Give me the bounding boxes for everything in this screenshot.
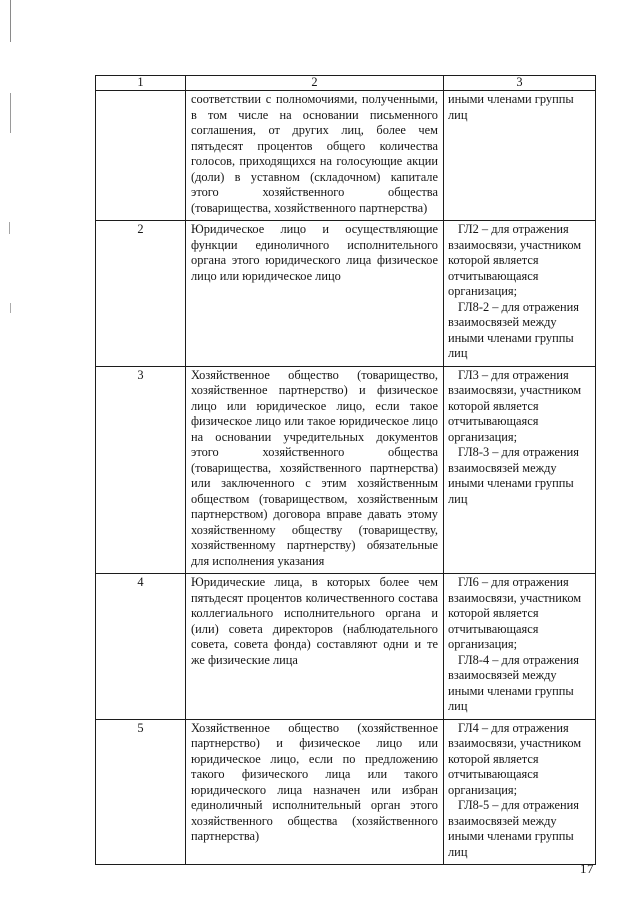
row-number-cell: 5 xyxy=(96,719,186,865)
table-row xyxy=(96,91,596,221)
row-number-cell xyxy=(96,91,186,221)
code-paragraph: ГЛ2 – для отражения взаимосвязи, участником которой является отчитывающаяся организация; xyxy=(448,222,582,298)
row-codes-cell xyxy=(444,91,596,221)
code-paragraph: ГЛ8-2 – для отражения взаимосвязей между иными членами группы лиц xyxy=(448,299,579,360)
scan-artifact xyxy=(10,0,11,42)
row-codes-cell xyxy=(444,366,596,574)
row-description-cell xyxy=(186,719,444,865)
row-codes-cell xyxy=(444,221,596,367)
row-description-cell xyxy=(186,221,444,367)
table-row xyxy=(96,366,596,574)
table-body xyxy=(96,91,596,865)
row-number-cell: 4 xyxy=(96,574,186,720)
table-header-row xyxy=(96,76,596,91)
row-description-cell xyxy=(186,574,444,720)
table-row xyxy=(96,221,596,367)
scan-artifact xyxy=(9,222,10,234)
row-number-cell: 2 xyxy=(96,221,186,367)
row-number-cell: 3 xyxy=(96,366,186,574)
scan-artifact xyxy=(10,93,11,133)
row-description-cell xyxy=(186,91,444,221)
table-header-col-1: 1 xyxy=(96,76,186,91)
code-paragraph: иными членами группы лиц xyxy=(448,92,574,122)
code-paragraph: ГЛ6 – для отражения взаимосвязи, участником которой является отчитывающаяся организация; xyxy=(448,575,582,651)
table-row xyxy=(96,719,596,865)
row-codes-cell xyxy=(444,574,596,720)
row-description-text: Юридические лица, в которых более чем пятьдесят процентов количественного состава коллегиального исполнительного органа и (или) совета директоров (наблюдательного совета, совета фонда) составляют одни и те же физические лица xyxy=(191,575,438,667)
code-paragraph: ГЛ8-3 – для отражения взаимосвязей между иными членами группы лиц xyxy=(448,445,579,506)
code-paragraph: ГЛ8-5 – для отражения взаимосвязей между иными членами группы лиц xyxy=(448,798,579,859)
row-codes-cell xyxy=(444,719,596,865)
page-number: 17 xyxy=(580,861,594,876)
code-paragraph: ГЛ8-4 – для отражения взаимосвязей между иными членами группы лиц xyxy=(448,652,579,713)
table-row xyxy=(96,574,596,720)
row-description-text: Юридическое лицо и осуществляющие функции единоличного исполнительного органа этого юридического лица физическое лицо или юридическое лицо xyxy=(191,222,438,283)
code-paragraph: ГЛ3 – для отражения взаимосвязи, участником которой является отчитывающаяся организация; xyxy=(448,367,582,444)
table-header-col-3: 3 xyxy=(444,76,596,91)
row-description-text: соответствии с полномочиями, полученными, в том числе на основании письменного соглашения, от других лиц, более чем пятьдесят процентов общего количества голосов, приходящихся на голосующие акции (доли) в уставном (складочном) капитале этого хозяйственного общества (товарищества, хозяйственного партнерства) xyxy=(191,92,438,215)
code-paragraph: ГЛ4 – для отражения взаимосвязи, участником которой является отчитывающаяся организация; xyxy=(448,720,582,797)
row-description-text: Хозяйственное общество (товарищество, хозяйственное партнерство) и физическое лицо или юридическое лицо, если такое физическое лицо или такое юридическое лицо на основании учредительных документов этого хозяйственного общества (товарищества, хозяйственного партнерства) или заключенного с этим хозяйственным обществом (товариществом, хозяйственным партнерством) договора вправе давать этому хозяйственному обществу (товариществу, хозяйственному партнерству) обязательные для исполнения указания xyxy=(191,367,438,568)
group-codes-table xyxy=(95,75,596,865)
scan-artifact xyxy=(10,303,11,313)
row-description-cell xyxy=(186,366,444,574)
row-description-text: Хозяйственное общество (хозяйственное партнерство) и физическое лицо или юридическое лицо, если по предложению такого физического лица или такого юридического лица назначен или избран единоличный исполнительный орган этого хозяйственного общества (хозяйственного партнерства) xyxy=(191,720,438,843)
table-header-col-2: 2 xyxy=(186,76,444,91)
